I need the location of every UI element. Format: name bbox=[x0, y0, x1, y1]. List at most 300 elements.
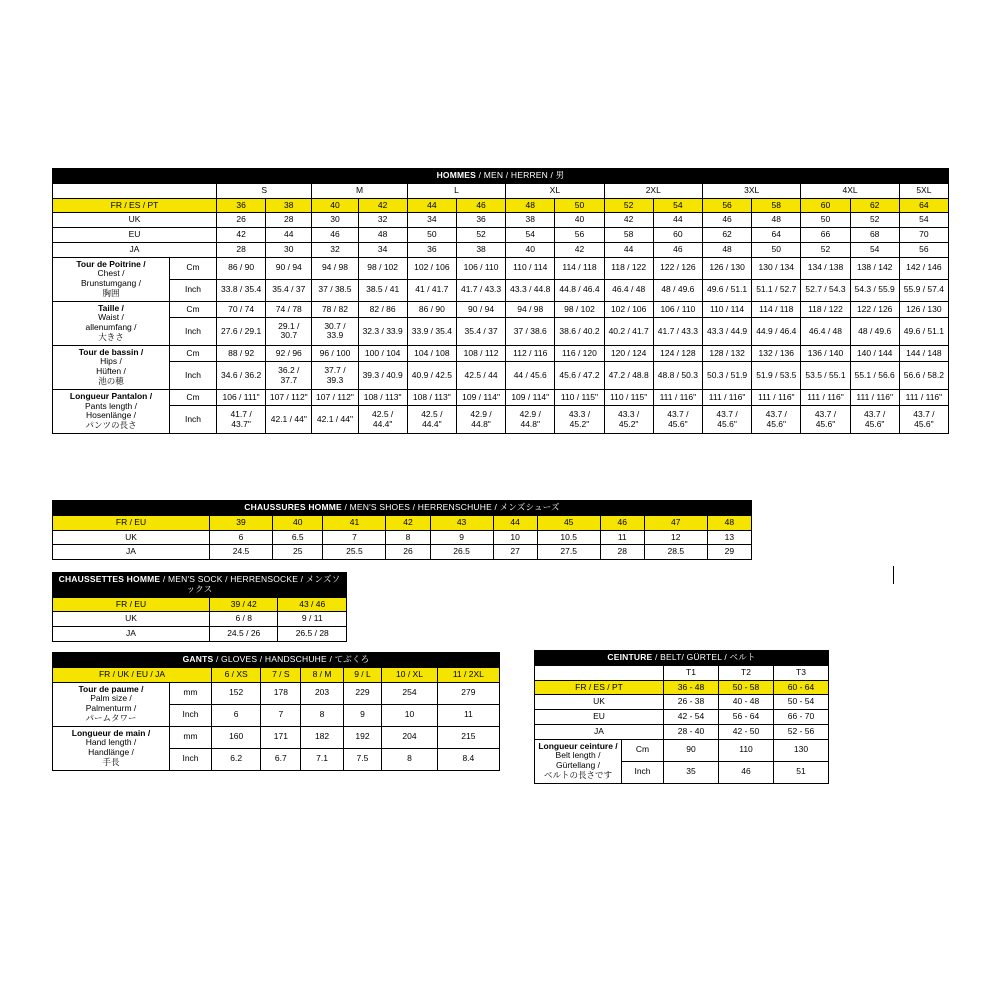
cell: 43.7 / 45.6" bbox=[850, 406, 899, 434]
cell: 8.4 bbox=[437, 748, 499, 770]
table-row bbox=[53, 726, 500, 748]
men-header-row bbox=[53, 169, 949, 184]
cell: 52 bbox=[456, 228, 505, 243]
cell: 38 bbox=[266, 198, 312, 213]
cell: 51.1 / 52.7 bbox=[752, 279, 801, 301]
cell: 46 bbox=[312, 228, 358, 243]
cell: 43.3 / 45.2" bbox=[555, 406, 604, 434]
table-row bbox=[53, 530, 752, 545]
size-group-5xl: 5XL bbox=[899, 183, 948, 198]
cell: 43.7 / 45.6" bbox=[653, 406, 702, 434]
cell: 86 / 90 bbox=[407, 301, 456, 318]
cell: 40 bbox=[506, 242, 555, 257]
cell: 60 - 64 bbox=[774, 680, 829, 695]
cell: 110 bbox=[719, 739, 774, 761]
cell: 43.7 / 45.6" bbox=[899, 406, 948, 434]
cell: 46.4 / 48 bbox=[604, 279, 653, 301]
cell: 94 / 98 bbox=[312, 257, 358, 279]
cell: 66 - 70 bbox=[774, 710, 829, 725]
unit-mm: mm bbox=[170, 726, 212, 748]
belt-size-table bbox=[534, 650, 829, 784]
measure-label-belt-length bbox=[535, 739, 622, 783]
table-row bbox=[53, 627, 347, 642]
cell: 111 / 116" bbox=[801, 389, 850, 406]
cell: 136 / 140 bbox=[801, 345, 850, 362]
cell: 11 bbox=[600, 530, 644, 545]
cell: 48 / 49.6 bbox=[653, 279, 702, 301]
cell: 40.2 / 41.7 bbox=[604, 318, 653, 346]
unit-cm: Cm bbox=[170, 257, 217, 279]
cell: 42 bbox=[358, 198, 407, 213]
cell: 138 / 142 bbox=[850, 257, 899, 279]
cell: 40 bbox=[312, 198, 358, 213]
row-label-ja: JA bbox=[53, 242, 217, 257]
cell: 128 / 132 bbox=[702, 345, 751, 362]
men-header-bar bbox=[53, 169, 949, 184]
cell: 46 bbox=[600, 515, 644, 530]
cell: 82 / 86 bbox=[358, 301, 407, 318]
cell: 279 bbox=[437, 682, 499, 704]
cell: 8 bbox=[301, 704, 343, 726]
cell: 41 bbox=[323, 515, 386, 530]
cell: 46 bbox=[702, 213, 751, 228]
cell: 35 bbox=[664, 761, 719, 783]
cell: 7.1 bbox=[301, 748, 343, 770]
cell: 43.7 / 45.6" bbox=[702, 406, 751, 434]
measure-title: Tour de paume / bbox=[78, 683, 144, 694]
measure-title: Longueur de main / bbox=[71, 727, 151, 738]
socks-size-table bbox=[52, 572, 347, 642]
cell: 111 / 116" bbox=[702, 389, 751, 406]
measure-title: Tour de Poitrine / bbox=[76, 258, 146, 269]
cell: 45.6 / 47.2 bbox=[555, 362, 604, 390]
belt-header-title: CEINTURE bbox=[607, 652, 653, 662]
cell: 56.6 / 58.2 bbox=[899, 362, 948, 390]
gloves-header-title: GANTS bbox=[182, 654, 214, 664]
cell: 46.4 / 48 bbox=[801, 318, 850, 346]
unit-inch: Inch bbox=[170, 279, 217, 301]
cell: 7.5 bbox=[343, 748, 382, 770]
cell: 94 / 98 bbox=[506, 301, 555, 318]
cell: 100 / 104 bbox=[358, 345, 407, 362]
measure-line: 手長 bbox=[102, 756, 120, 767]
cell: 110 / 114 bbox=[506, 257, 555, 279]
table-row bbox=[53, 515, 752, 530]
cell: 34 bbox=[358, 242, 407, 257]
cell: 8 / M bbox=[301, 667, 343, 682]
cell: 33.9 / 35.4 bbox=[407, 318, 456, 346]
size-group-2xl: 2XL bbox=[604, 183, 702, 198]
cell: 74 / 78 bbox=[266, 301, 312, 318]
cell: 30 bbox=[266, 242, 312, 257]
measure-line: 池の穂 bbox=[98, 376, 124, 387]
cell: 90 bbox=[664, 739, 719, 761]
cell: 52 bbox=[604, 198, 653, 213]
measure-line: Palm size / bbox=[90, 693, 132, 704]
size-group-xl: XL bbox=[506, 183, 604, 198]
cell: 52 bbox=[850, 213, 899, 228]
page-tick-mark bbox=[893, 566, 894, 584]
gloves-header-bar bbox=[53, 653, 500, 668]
table-row bbox=[535, 680, 829, 695]
row-label-uk: UK bbox=[535, 695, 664, 710]
cell: 52 bbox=[801, 242, 850, 257]
cell: 42 bbox=[386, 515, 430, 530]
size-group-4xl: 4XL bbox=[801, 183, 899, 198]
cell: 48.8 / 50.3 bbox=[653, 362, 702, 390]
cell: 52 - 56 bbox=[774, 724, 829, 739]
cell: 152 bbox=[212, 682, 261, 704]
cell: 40.9 / 42.5 bbox=[407, 362, 456, 390]
row-label-uk: UK bbox=[53, 612, 210, 627]
table-row bbox=[53, 242, 949, 257]
cell: 54 bbox=[653, 198, 702, 213]
cell: 130 / 134 bbox=[752, 257, 801, 279]
belt-size-group-row bbox=[535, 665, 829, 680]
size-group-t1: T1 bbox=[664, 665, 719, 680]
cell: 32 bbox=[358, 213, 407, 228]
cell: 47.2 / 48.8 bbox=[604, 362, 653, 390]
cell: 110 / 114 bbox=[702, 301, 751, 318]
cell: 7 / S bbox=[261, 667, 301, 682]
cell: 50 bbox=[752, 242, 801, 257]
cell: 44 bbox=[604, 242, 653, 257]
cell: 54.3 / 55.9 bbox=[850, 279, 899, 301]
men-header-title: HOMMES bbox=[436, 170, 477, 180]
cell: 58 bbox=[752, 198, 801, 213]
measure-line: Belt length / bbox=[555, 750, 601, 761]
cell: 182 bbox=[301, 726, 343, 748]
measure-line: Waist / bbox=[98, 312, 124, 323]
cell: 106 / 111" bbox=[217, 389, 266, 406]
measure-line: Hosenlänge / bbox=[85, 410, 137, 421]
cell: 48 bbox=[752, 213, 801, 228]
socks-header-bar bbox=[53, 573, 347, 598]
cell: 11 / 2XL bbox=[437, 667, 499, 682]
cell: 6 bbox=[212, 704, 261, 726]
cell: 64 bbox=[752, 228, 801, 243]
gloves-header-row bbox=[53, 653, 500, 668]
cell: 229 bbox=[343, 682, 382, 704]
cell: 10 / XL bbox=[382, 667, 438, 682]
cell: 36.2 / 37.7 bbox=[266, 362, 312, 390]
cell: 111 / 116" bbox=[850, 389, 899, 406]
cell: 6.5 bbox=[273, 530, 323, 545]
cell: 10 bbox=[493, 530, 537, 545]
cell: 96 / 100 bbox=[312, 345, 358, 362]
cell: 9 bbox=[343, 704, 382, 726]
cell: 58 bbox=[604, 228, 653, 243]
cell: 37 / 38.5 bbox=[312, 279, 358, 301]
table-row bbox=[53, 213, 949, 228]
men-size-table bbox=[52, 168, 949, 434]
cell: 26.5 bbox=[430, 545, 493, 560]
measure-line: パームタワー bbox=[85, 712, 137, 723]
measure-label-hand-length bbox=[53, 726, 170, 770]
cell: 34.6 / 36.2 bbox=[217, 362, 266, 390]
cell: 126 / 130 bbox=[899, 301, 948, 318]
cell: 30.7 / 33.9 bbox=[312, 318, 358, 346]
cell: 50 bbox=[407, 228, 456, 243]
cell: 78 / 82 bbox=[312, 301, 358, 318]
measure-label-palm-size bbox=[53, 682, 170, 726]
cell: 6 bbox=[210, 530, 273, 545]
cell: 46 bbox=[719, 761, 774, 783]
cell: 6.7 bbox=[261, 748, 301, 770]
cell: 7 bbox=[261, 704, 301, 726]
measure-line: Handlänge / bbox=[88, 747, 134, 758]
row-label-fr-eu: FR / EU bbox=[53, 597, 210, 612]
cell: 43 / 46 bbox=[278, 597, 347, 612]
measure-line: Palmenturm / bbox=[85, 703, 137, 714]
size-group-m: M bbox=[312, 183, 407, 198]
cell: 126 / 130 bbox=[702, 257, 751, 279]
cell: 48 bbox=[358, 228, 407, 243]
measure-line: Hips / bbox=[100, 356, 122, 367]
cell: 38.6 / 40.2 bbox=[555, 318, 604, 346]
cell: 10.5 bbox=[537, 530, 600, 545]
cell: 215 bbox=[437, 726, 499, 748]
cell: 109 / 114" bbox=[456, 389, 505, 406]
table-row bbox=[53, 228, 949, 243]
cell: 104 / 108 bbox=[407, 345, 456, 362]
unit-inch: Inch bbox=[170, 704, 212, 726]
cell: 64 bbox=[899, 198, 948, 213]
cell: 47 bbox=[644, 515, 707, 530]
cell: 53.5 / 55.1 bbox=[801, 362, 850, 390]
size-group-t3: T3 bbox=[774, 665, 829, 680]
cell: 44 bbox=[653, 213, 702, 228]
cell: 110 / 115" bbox=[604, 389, 653, 406]
cell: 70 bbox=[899, 228, 948, 243]
cell: 32 bbox=[312, 242, 358, 257]
table-row bbox=[535, 739, 829, 761]
table-row bbox=[53, 198, 949, 213]
cell: 29 bbox=[707, 545, 751, 560]
measure-label-chest bbox=[53, 257, 170, 301]
measure-label-hips bbox=[53, 345, 170, 389]
cell: 45 bbox=[537, 515, 600, 530]
cell: 110 / 115" bbox=[555, 389, 604, 406]
socks-size-table-block bbox=[52, 572, 347, 642]
measure-label-waist bbox=[53, 301, 170, 345]
cell: 24.5 / 26 bbox=[210, 627, 278, 642]
cell: 118 / 122 bbox=[801, 301, 850, 318]
cell: 118 / 122 bbox=[604, 257, 653, 279]
cell: 8 bbox=[382, 748, 438, 770]
cell: 122 / 126 bbox=[653, 257, 702, 279]
cell: 36 - 48 bbox=[664, 680, 719, 695]
table-row bbox=[535, 695, 829, 710]
cell: 90 / 94 bbox=[266, 257, 312, 279]
row-label-ja: JA bbox=[53, 545, 210, 560]
cell: 48 bbox=[702, 242, 751, 257]
cell: 42 bbox=[555, 242, 604, 257]
cell: 120 / 124 bbox=[604, 345, 653, 362]
cell: 50 bbox=[555, 198, 604, 213]
cell: 35.4 / 37 bbox=[456, 318, 505, 346]
cell: 26 - 38 bbox=[664, 695, 719, 710]
row-label-fr-es-pt: FR / ES / PT bbox=[53, 198, 217, 213]
row-label-ja: JA bbox=[53, 627, 210, 642]
cell: 42 - 54 bbox=[664, 710, 719, 725]
measure-line: Gürtellang / bbox=[556, 760, 600, 771]
unit-inch: Inch bbox=[170, 318, 217, 346]
cell: 114 / 118 bbox=[752, 301, 801, 318]
cell: 102 / 106 bbox=[407, 257, 456, 279]
table-row bbox=[53, 301, 949, 318]
cell: 111 / 116" bbox=[752, 389, 801, 406]
cell: 42 bbox=[604, 213, 653, 228]
cell: 28 bbox=[600, 545, 644, 560]
cell: 43 bbox=[430, 515, 493, 530]
men-header-alt: / MEN / HERREN / 男 bbox=[478, 170, 565, 180]
cell: 112 / 116 bbox=[506, 345, 555, 362]
cell: 42.1 / 44" bbox=[312, 406, 358, 434]
cell: 44 bbox=[493, 515, 537, 530]
cell: 42 bbox=[217, 228, 266, 243]
belt-size-table-block bbox=[534, 650, 829, 784]
cell: 37 / 38.6 bbox=[506, 318, 555, 346]
cell: 44 bbox=[407, 198, 456, 213]
cell: 70 / 74 bbox=[217, 301, 266, 318]
measure-title: Longueur Pantalon / bbox=[69, 390, 153, 401]
cell: 8 bbox=[386, 530, 430, 545]
measure-line: Hüften / bbox=[96, 366, 126, 377]
cell: 60 bbox=[801, 198, 850, 213]
measure-title: Longueur ceinture / bbox=[538, 740, 618, 751]
cell: 144 / 148 bbox=[899, 345, 948, 362]
cell: 29.1 / 30.7 bbox=[266, 318, 312, 346]
gloves-size-table-block bbox=[52, 652, 500, 771]
measure-line: 大きさ bbox=[98, 331, 124, 342]
cell: 26 bbox=[217, 213, 266, 228]
cell: 24.5 bbox=[210, 545, 273, 560]
shoes-size-table-block bbox=[52, 500, 752, 560]
cell: 108 / 112 bbox=[456, 345, 505, 362]
table-row bbox=[53, 612, 347, 627]
cell: 203 bbox=[301, 682, 343, 704]
cell: 10 bbox=[382, 704, 438, 726]
cell: 42.1 / 44" bbox=[266, 406, 312, 434]
cell: 52.7 / 54.3 bbox=[801, 279, 850, 301]
shoes-header-title: CHAUSSURES HOMME bbox=[244, 502, 342, 512]
cell: 43.3 / 44.9 bbox=[702, 318, 751, 346]
cell: 49.6 / 51.1 bbox=[702, 279, 751, 301]
table-row bbox=[53, 597, 347, 612]
unit-inch: Inch bbox=[622, 761, 664, 783]
cell: 25 bbox=[273, 545, 323, 560]
table-row bbox=[53, 406, 949, 434]
measure-line: Hand length / bbox=[85, 737, 137, 748]
cell: 107 / 112" bbox=[312, 389, 358, 406]
row-label-ja: JA bbox=[535, 724, 664, 739]
cell: 140 / 144 bbox=[850, 345, 899, 362]
table-row bbox=[535, 724, 829, 739]
cell: 38 bbox=[456, 242, 505, 257]
cell: 38 bbox=[506, 213, 555, 228]
cell: 39.3 / 40.9 bbox=[358, 362, 407, 390]
cell: 55.1 / 56.6 bbox=[850, 362, 899, 390]
cell: 46 bbox=[653, 242, 702, 257]
cell: 90 / 94 bbox=[456, 301, 505, 318]
cell: 66 bbox=[801, 228, 850, 243]
measure-line: Pants length / bbox=[85, 400, 137, 411]
socks-header-row bbox=[53, 573, 347, 598]
cell: 48 bbox=[707, 515, 751, 530]
unit-inch: Inch bbox=[170, 362, 217, 390]
cell: 92 / 96 bbox=[266, 345, 312, 362]
table-row bbox=[53, 545, 752, 560]
men-size-group-row bbox=[53, 183, 949, 198]
size-group-3xl: 3XL bbox=[702, 183, 800, 198]
table-row bbox=[53, 362, 949, 390]
measure-line: Chest / bbox=[97, 268, 125, 279]
cell: 54 bbox=[899, 213, 948, 228]
cell: 51 bbox=[774, 761, 829, 783]
cell: 108 / 113" bbox=[358, 389, 407, 406]
cell: 44.9 / 46.4 bbox=[752, 318, 801, 346]
row-label-fr-eu: FR / EU bbox=[53, 515, 210, 530]
cell: 26.5 / 28 bbox=[278, 627, 347, 642]
cell: 11 bbox=[437, 704, 499, 726]
cell: 62 bbox=[702, 228, 751, 243]
cell: 132 / 136 bbox=[752, 345, 801, 362]
cell: 60 bbox=[653, 228, 702, 243]
measure-line: 胸囲 bbox=[102, 287, 120, 298]
cell: 42.5 / 44.4" bbox=[358, 406, 407, 434]
cell: 142 / 146 bbox=[899, 257, 948, 279]
unit-cm: Cm bbox=[622, 739, 664, 761]
shoes-header-alt: / MEN'S SHOES / HERRENSCHUHE / メンズシューズ bbox=[344, 502, 560, 512]
cell: 42.5 / 44 bbox=[456, 362, 505, 390]
row-label-fr-uk-eu-ja: FR / UK / EU / JA bbox=[53, 667, 212, 682]
cell: 171 bbox=[261, 726, 301, 748]
cell: 42.5 / 44.4" bbox=[407, 406, 456, 434]
cell: 98 / 102 bbox=[555, 301, 604, 318]
unit-cm: Cm bbox=[170, 301, 217, 318]
spacer-cell bbox=[53, 183, 170, 198]
cell: 6 / 8 bbox=[210, 612, 278, 627]
gloves-size-table bbox=[52, 652, 500, 771]
cell: 43.7 / 45.6" bbox=[752, 406, 801, 434]
cell: 43.3 / 45.2" bbox=[604, 406, 653, 434]
cell: 102 / 106 bbox=[604, 301, 653, 318]
cell: 56 bbox=[702, 198, 751, 213]
cell: 38.5 / 41 bbox=[358, 279, 407, 301]
unit-inch: Inch bbox=[170, 406, 217, 434]
belt-header-alt: / BELT/ GÜRTEL / ベルト bbox=[654, 652, 756, 662]
cell: 27 bbox=[493, 545, 537, 560]
table-row bbox=[53, 345, 949, 362]
measure-line: ベルトの長さです bbox=[543, 769, 612, 780]
cell: 192 bbox=[343, 726, 382, 748]
cell: 36 bbox=[217, 198, 266, 213]
cell: 36 bbox=[456, 213, 505, 228]
cell: 6 / XS bbox=[212, 667, 261, 682]
cell: 28 bbox=[217, 242, 266, 257]
cell: 56 bbox=[899, 242, 948, 257]
cell: 111 / 116" bbox=[899, 389, 948, 406]
unit-mm: mm bbox=[170, 682, 212, 704]
cell: 55.9 / 57.4 bbox=[899, 279, 948, 301]
socks-header-alt: / MEN'S SOCK / HERRENSOCKE / メンズソックス bbox=[162, 574, 341, 594]
shoes-size-table bbox=[52, 500, 752, 560]
measure-line: パンツの長さ bbox=[85, 420, 137, 431]
spacer-cell bbox=[170, 183, 217, 198]
men-size-table-block bbox=[52, 168, 949, 434]
cell: 7 bbox=[323, 530, 386, 545]
